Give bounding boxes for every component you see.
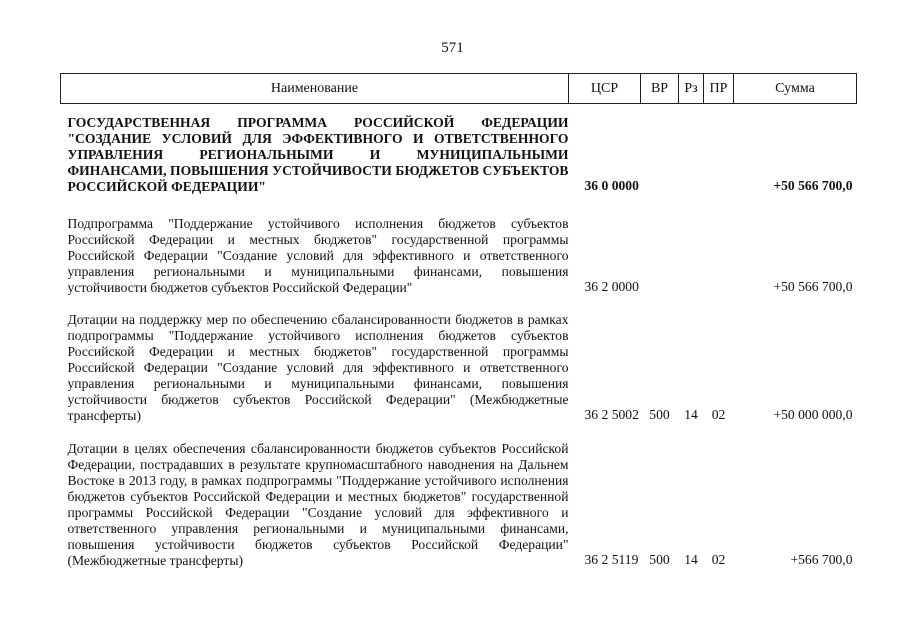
header-csr: ЦСР (569, 74, 641, 104)
row-rz (679, 195, 704, 296)
page-number: 571 (441, 40, 464, 56)
row-rz: 14 (684, 552, 698, 567)
row-name: Дотации в целях обеспечения сбалансированности бюджетов субъектов Российской Федерации, пострадавших в результате крупномасштабного наводнения на Дальнем Востоке в 2013 году, в рамках подпрограммы "Поддержание устойчивого исполнения бюджетов субъектов Российской Федерации и местных бюджетов" государственной программы Российской Федерации "Создание условий для эффективного и ответственного управления региональными и муниципальными финансами, повышения устойчивости бюджетов субъектов Российской Федерации" (Межбюджетные трансферты) (67, 441, 569, 568)
row-csr: 36 2 5002 (584, 407, 639, 422)
row-csr: 36 0 0000 (584, 178, 639, 193)
row-csr: 36 2 5119 (584, 552, 639, 567)
row-sum: +566 700,0 (790, 552, 853, 567)
row-pr (704, 104, 734, 196)
row-name: Подпрограмма "Поддержание устойчивого исполнения бюджетов субъектов Российской Федерации и местных бюджетов" государственной программы Российской Федерации "Создание условий для эффективного и ответственного управления региональными и муниципальными финансами, повышения устойчивости бюджетов субъектов Российской Федерации" (67, 216, 569, 295)
row-rz (679, 104, 704, 196)
row-csr: 36 2 0000 (584, 279, 639, 294)
row-vr (641, 195, 679, 296)
row-pr (704, 195, 734, 296)
row-sum: +50 000 000,0 (773, 407, 853, 422)
header-sum: Сумма (734, 74, 857, 104)
header-rz: Рз (679, 74, 704, 104)
row-sum: +50 566 700,0 (773, 279, 853, 294)
table-row-item (61, 424, 857, 569)
row-pr: 02 (711, 552, 726, 567)
budget-table (60, 73, 857, 569)
header-pr: ПР (704, 74, 734, 104)
row-name: Дотации на поддержку мер по обеспечению сбалансированности бюджетов в рамках подпрограммы "Поддержание устойчивого исполнения бюджетов субъектов Российской Федерации и местных бюджетов" государственной программы Российской Федерации "Создание условий для эффективного и ответственного управления региональными и муниципальными финансами, повышения устойчивости бюджетов субъектов Российской Федерации" (Межбюджетные трансферты) (67, 312, 569, 423)
row-vr: 500 (649, 407, 670, 422)
row-pr: 02 (711, 407, 726, 422)
table-header-row (61, 74, 857, 104)
row-vr (641, 104, 679, 196)
table-row-subprogram (61, 195, 857, 296)
header-name: Наименование (61, 74, 569, 104)
row-name: ГОСУДАРСТВЕННАЯ ПРОГРАММА РОССИЙСКОЙ ФЕДЕРАЦИИ "СОЗДАНИЕ УСЛОВИЙ ДЛЯ ЭФФЕКТИВНОГО И ОТВЕТСТВЕННОГО УПРАВЛЕНИЯ РЕГИОНАЛЬНЫМИ И МУНИЦИПАЛЬНЫМИ ФИНАНСАМИ, ПОВЫШЕНИЯ УСТОЙЧИВОСТИ БЮДЖЕТОВ СУБЪЕКТОВ РОССИЙСКОЙ ФЕДЕРАЦИИ" (67, 115, 569, 194)
header-vr: ВР (641, 74, 679, 104)
table-row-item (61, 296, 857, 424)
row-rz: 14 (684, 407, 698, 422)
row-sum: +50 566 700,0 (773, 178, 853, 193)
table-row-program (61, 104, 857, 196)
row-vr: 500 (649, 552, 670, 567)
